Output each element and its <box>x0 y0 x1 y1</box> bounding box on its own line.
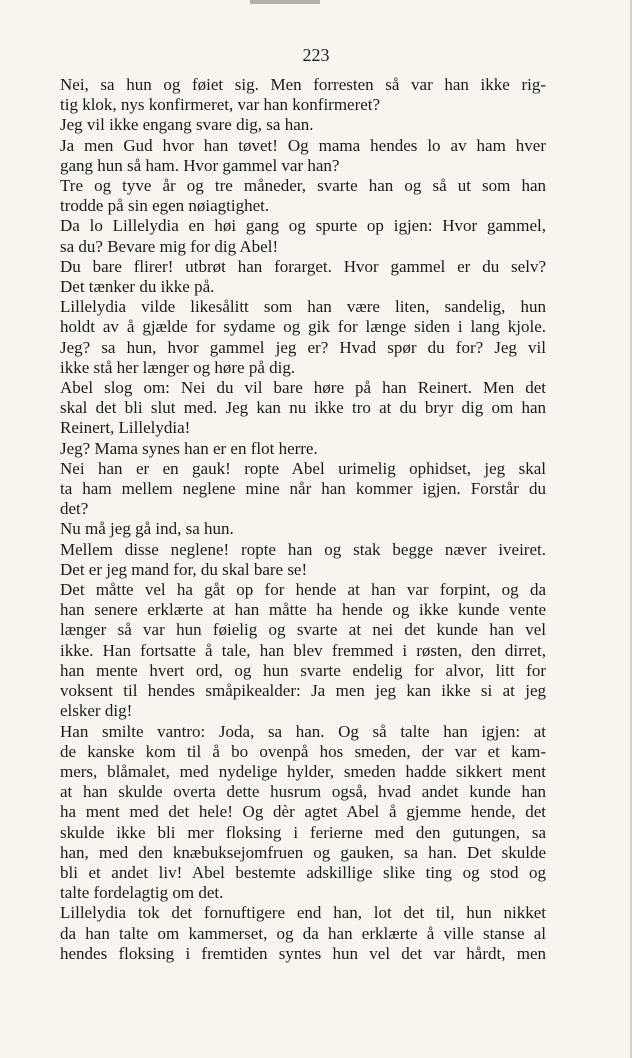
text-line: elsker dig! <box>60 701 133 721</box>
text-line: Lillelydia tok det fornuftigere end han, lot det til, hun nikket <box>60 903 546 923</box>
top-edge-mark <box>250 0 320 4</box>
text-line: Det er jeg mand for, du skal bare se! <box>60 559 308 579</box>
text-line: Nei, sa hun og føiet sig. Men forresten så var han ikke rig- <box>60 75 546 94</box>
text-line: Det tænker du ikke på. <box>60 277 215 297</box>
text-line: det? <box>60 499 89 519</box>
text-line: Du bare flirer! utbrøt han forarget. Hvor gammel er du selv? <box>60 256 546 276</box>
text-line: trodde på sin egen nøiagtighet. <box>60 196 270 216</box>
text-line: ikke. Han fortsatte å tale, han blev fremmed i røsten, den dirret, <box>60 640 546 660</box>
text-line: han, med den knæbuksejomfruen og gauken, sa han. Det skulde <box>60 842 546 862</box>
text-line: bli et andet liv! Abel bestemte adskillige slike ting og stod og <box>60 862 546 882</box>
text-line: Jeg? sa hun, hvor gammel jeg er? Hvad spør du for? Jeg vil <box>60 337 546 357</box>
text-line: Mellem disse neglene! ropte han og stak begge næver iveiret. <box>60 539 546 559</box>
text-line: Han smilte vantro: Joda, sa han. Og så talte han igjen: at <box>60 721 546 741</box>
text-line: Nei han er en gauk! ropte Abel urimelig ophidset, jeg skal <box>60 458 546 478</box>
text-line: da han talte om kammerset, og da han erklærte å ville stanse al <box>60 923 546 943</box>
text-line: talte fordelagtig om det. <box>60 883 224 903</box>
text-line: Nu må jeg gå ind, sa hun. <box>60 519 234 539</box>
text-line: mers, blåmalet, med nydelige hylder, smeden hadde sikkert ment <box>60 761 546 781</box>
text-line: hendes floksing i fremtiden syntes hun vel det var hårdt, men <box>60 943 546 963</box>
text-line: Abel slog om: Nei du vil bare høre på han Reinert. Men det <box>60 378 546 398</box>
text-line: skulde ikke bli mer floksing i ferierne med den gutungen, sa <box>60 822 546 842</box>
text-line: ta ham mellem neglene mine når han kommer igjen. Forstår du <box>60 479 546 499</box>
text-line: Det måtte vel ha gåt op for hende at han var forpint, og da <box>60 580 546 600</box>
page-text <box>60 75 546 964</box>
text-line: sa du? Bevare mig for dig Abel! <box>60 236 279 256</box>
text-line: han mente hvert ord, og hun svarte endelig for alvor, litt for <box>60 660 546 680</box>
text-line: Da lo Lillelydia en høi gang og spurte op igjen: Hvor gammel, <box>60 216 546 236</box>
text-line: at han skulde overta dette husrum også, hvad andet kunde han <box>60 782 546 802</box>
text-line: længer så var hun føielig og svarte at nei det kunde han vel <box>60 620 546 640</box>
text-line: han senere erklærte at han måtte ha hende og ikke kunde vente <box>60 600 546 620</box>
text-line: Tre og tyve år og tre måneder, svarte han og så ut som han <box>60 176 546 196</box>
text-line: Ja men Gud hvor han tøvet! Og mama hendes lo av ham hver <box>60 135 546 155</box>
text-line: ha ment med det hele! Og dèr agtet Abel å gjemme hende, det <box>60 802 546 822</box>
text-line: Jeg? Mama synes han er en flot herre. <box>60 438 318 458</box>
text-line: de kanske kom til å bo ovenpå hos smeden, der var et kam- <box>60 741 546 761</box>
page-number: 223 <box>302 45 330 65</box>
text-line: gang hun så ham. Hvor gammel var han? <box>60 155 340 175</box>
text-line: skal det bli slut med. Jeg kan nu ikke tro at du bryr dig om han <box>60 398 546 418</box>
text-line: holdt av å gjælde for sydame og gik for længe siden i lang kjole. <box>60 317 546 337</box>
text-line: tig klok, nys konfirmeret, var han konfirmeret? <box>60 95 381 115</box>
text-line: Lillelydia vilde likesålitt som han være liten, sandelig, hun <box>60 297 546 317</box>
text-line: ikke stå her længer og høre på dig. <box>60 357 296 377</box>
text-line: voksent til hendes småpikealder: Ja men jeg kan ikke si at jeg <box>60 681 546 701</box>
text-line: Reinert, Lillelydia! <box>60 418 191 438</box>
text-line: Jeg vil ikke engang svare dig, sa han. <box>60 115 314 135</box>
